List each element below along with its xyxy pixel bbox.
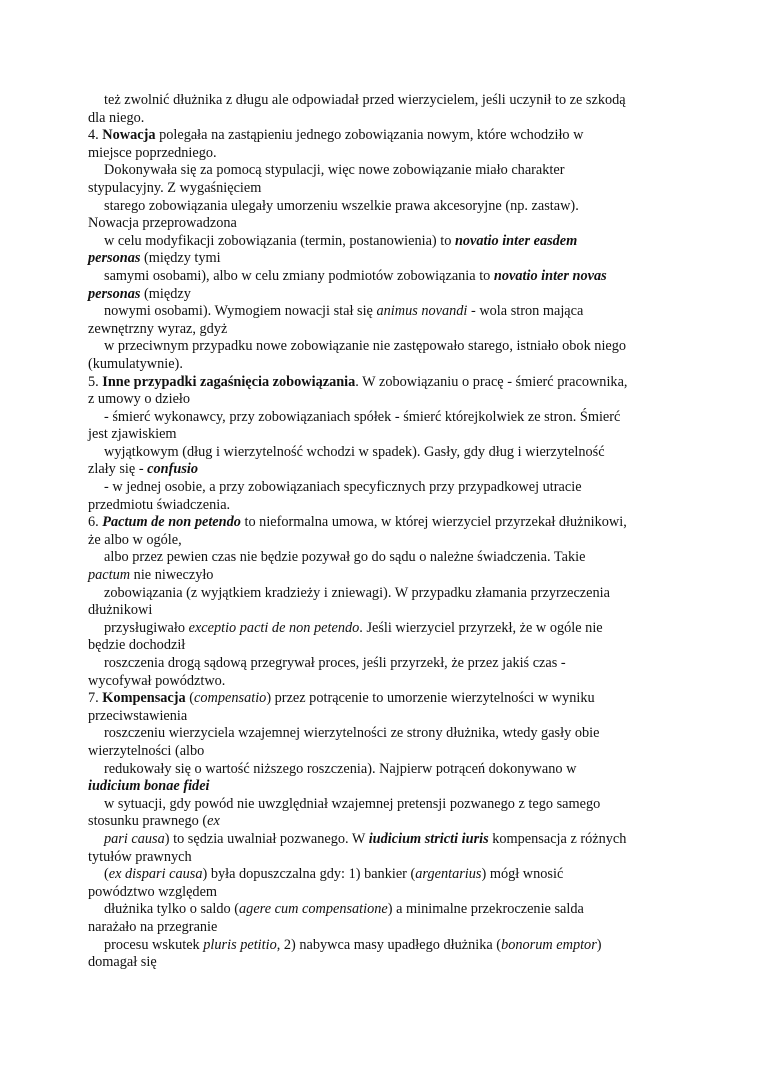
text-line [88,725,688,743]
text-run: 5. [88,373,103,390]
text-line [88,796,688,814]
text-run: roszczenia drogą sądową przegrywał proces, jeśli przyrzekł, że przez jakiś czas - [104,655,566,671]
emphasized-text: compensatio [194,690,267,707]
text-line [88,426,688,444]
text-line [88,919,688,937]
text-run: powództwo względem [88,883,218,900]
text-line [88,444,688,462]
text-run: (kumulatywnie). [88,355,183,372]
text-run: kompensacja z różnych [488,830,627,847]
text-line [88,268,688,286]
text-run: starego zobowiązania ulegały umorzeniu wszelkie prawa akcesoryjne (np. zastaw). [104,197,579,214]
text-line [88,620,688,638]
text-line [88,532,688,550]
text-line [88,338,688,356]
text-line [88,356,688,374]
text-line [88,514,688,532]
text-line [88,866,688,884]
emphasized-text: bonorum emptor [501,936,597,953]
text-run: samymi osobami), albo w celu zmiany podmiotów zobowiązania to [104,267,494,284]
text-line [88,391,688,409]
text-run: nowymi osobami). Wymogiem nowacji stał się [104,303,377,320]
text-run: . Jeśli wierzyciel przyrzekł, że w ogóle nie [359,619,603,636]
text-line [88,884,688,902]
text-run: , 2) nabywca masy upadłego dłużnika ( [276,936,502,953]
text-run: ) była dopuszczalna gdy: 1) bankier ( [202,866,416,883]
text-run: miejsce poprzedniego. [88,144,217,161]
emphasized-text: personas [88,285,141,302]
text-run: albo przez pewien czas nie będzie pozywał go do sądu o należne świadczenia. Takie [104,549,586,566]
text-run: ( [185,690,195,707]
text-run: nie niweczyło [130,567,214,584]
text-run: ) a minimalne przekroczenie salda [387,901,584,918]
text-run: Nowacja przeprowadzona [88,215,237,232]
text-line [88,409,688,427]
emphasized-text: Nowacja [102,127,156,144]
text-line [88,286,688,304]
text-run: będzie dochodził [88,637,186,654]
text-line [88,743,688,761]
text-run: polegała na zastąpieniu jednego zobowiązania nowym, które wchodziło w [155,127,584,144]
text-run: narażało na przegranie [88,918,218,935]
text-run: 7. [88,690,103,707]
text-run: ) przez potrącenie to umorzenie wierzytelności w wyniku [266,690,595,707]
text-run: przeciwstawienia [88,707,188,724]
text-run: w sytuacji, gdy powód nie uwzględniał wzajemnej pretensji pozwanego z tego samego [104,795,601,812]
emphasized-text: pactum [88,567,131,584]
text-run: procesu wskutek [104,936,204,953]
text-line [88,374,688,392]
text-run: też zwolnić dłużnika z długu ale odpowiadał przed wierzycielem, jeśli uczynił to ze szkodą [104,92,626,108]
emphasized-text: pluris petitio [203,936,277,953]
text-line [88,549,688,567]
emphasized-text: ex [207,813,220,830]
text-run: ) [596,936,602,953]
text-line [88,233,688,251]
emphasized-text: ex dispari causa [108,866,203,883]
text-run: - w jednej osobie, a przy zobowiązaniach specyficznych przy przypadkowej utracie [104,479,582,496]
text-run: . W zobowiązaniu o pracę - śmierć pracownika, [355,373,628,390]
text-line [88,92,688,110]
emphasized-text: iudicium bonae fidei [88,778,210,795]
text-run: stypulacyjny. Z wygaśnięciem [88,179,262,196]
text-run: wycofywał powództwo. [88,672,226,689]
text-line [88,831,688,849]
text-line [88,637,688,655]
text-line [88,673,688,691]
text-line [88,708,688,726]
emphasized-text: agere cum compensatione [239,901,388,918]
text-run: roszczeniu wierzyciela wzajemnej wierzytelności ze strony dłużnika, wtedy gasły obie [104,725,600,742]
text-run: jest zjawiskiem [88,426,177,443]
text-line [88,849,688,867]
text-line [88,585,688,603]
text-line [88,250,688,268]
text-line [88,145,688,163]
text-run: dłużnikowi [88,602,153,619]
text-line [88,602,688,620]
emphasized-text: personas [88,250,141,267]
emphasized-text: exceptio pacti de non petendo [188,619,360,636]
document-page [88,92,688,972]
text-line [88,479,688,497]
text-run: (między tymi [140,250,221,267]
text-run: zlały się - [88,461,148,478]
text-line [88,497,688,515]
text-run: przedmiotu świadczenia. [88,496,231,513]
text-run: dłużnika tylko o saldo ( [104,901,240,918]
text-run: ) mógł wnosić [481,866,564,883]
emphasized-text: iudicium stricti iuris [368,830,489,847]
text-line [88,567,688,585]
text-line [88,778,688,796]
text-run: redukowały się o wartość niższego roszczenia). Najpierw potrąceń dokonywano w [104,760,577,777]
text-line [88,180,688,198]
text-run: przysługiwało [104,619,189,636]
text-run: 6. [88,514,103,531]
text-run: tytułów prawnych [88,848,192,865]
text-line [88,198,688,216]
text-run: stosunku prawnego ( [88,813,208,830]
text-run: z umowy o dzieło [88,391,191,408]
text-line [88,813,688,831]
emphasized-text: novatio inter novas [493,267,607,284]
text-line [88,303,688,321]
text-run: zobowiązania (z wyjątkiem kradzieży i zniewagi). W przypadku złamania przyrzeczenia [104,584,610,601]
text-line [88,215,688,233]
text-run: w przeciwnym przypadku nowe zobowiązanie nie zastępowało starego, istniało obok niego [104,338,627,355]
emphasized-text: confusio [147,461,198,478]
emphasized-text: animus novandi [376,303,468,320]
text-run: wierzytelności (albo [88,742,205,759]
text-run: dla niego. [88,109,145,126]
text-line [88,162,688,180]
text-run: to nieformalna umowa, w której wierzyciel przyrzekał dłużnikowi, [240,514,627,531]
text-line [88,461,688,479]
text-line [88,110,688,128]
emphasized-text: Kompensacja [102,690,186,707]
text-run: w celu modyfikacji zobowiązania (termin, postanowienia) to [104,232,455,249]
text-line [88,690,688,708]
text-line [88,321,688,339]
text-line [88,937,688,955]
text-line [88,655,688,673]
text-run: ) to sędzia uwalniał pozwanego. W [164,830,369,847]
text-run: - śmierć wykonawcy, przy zobowiązaniach spółek - śmierć którejkolwiek ze stron. Śmierć [104,408,621,425]
text-run: - wola stron mająca [467,303,584,320]
text-line [88,127,688,145]
text-line [88,954,688,972]
text-run: że albo w ogóle, [88,531,182,548]
text-run: (między [140,285,191,302]
emphasized-text: pari causa [104,830,165,847]
emphasized-text: novatio inter easdem [454,232,578,249]
text-run: ( [104,866,109,883]
text-run: zewnętrzny wyraz, gdyż [88,320,228,337]
text-run: domagał się [88,954,157,971]
emphasized-text: Pactum de non petendo [102,514,241,531]
emphasized-text: Inne przypadki zagaśnięcia zobowiązania [102,373,356,390]
text-run: wyjątkowym (dług i wierzytelność wchodzi w spadek). Gasły, gdy dług i wierzytelność [104,443,605,460]
text-run: 4. [88,127,103,144]
text-line [88,901,688,919]
emphasized-text: argentarius [415,866,482,883]
text-run: Dokonywała się za pomocą stypulacji, więc nowe zobowiązanie miało charakter [104,162,565,179]
text-line [88,761,688,779]
